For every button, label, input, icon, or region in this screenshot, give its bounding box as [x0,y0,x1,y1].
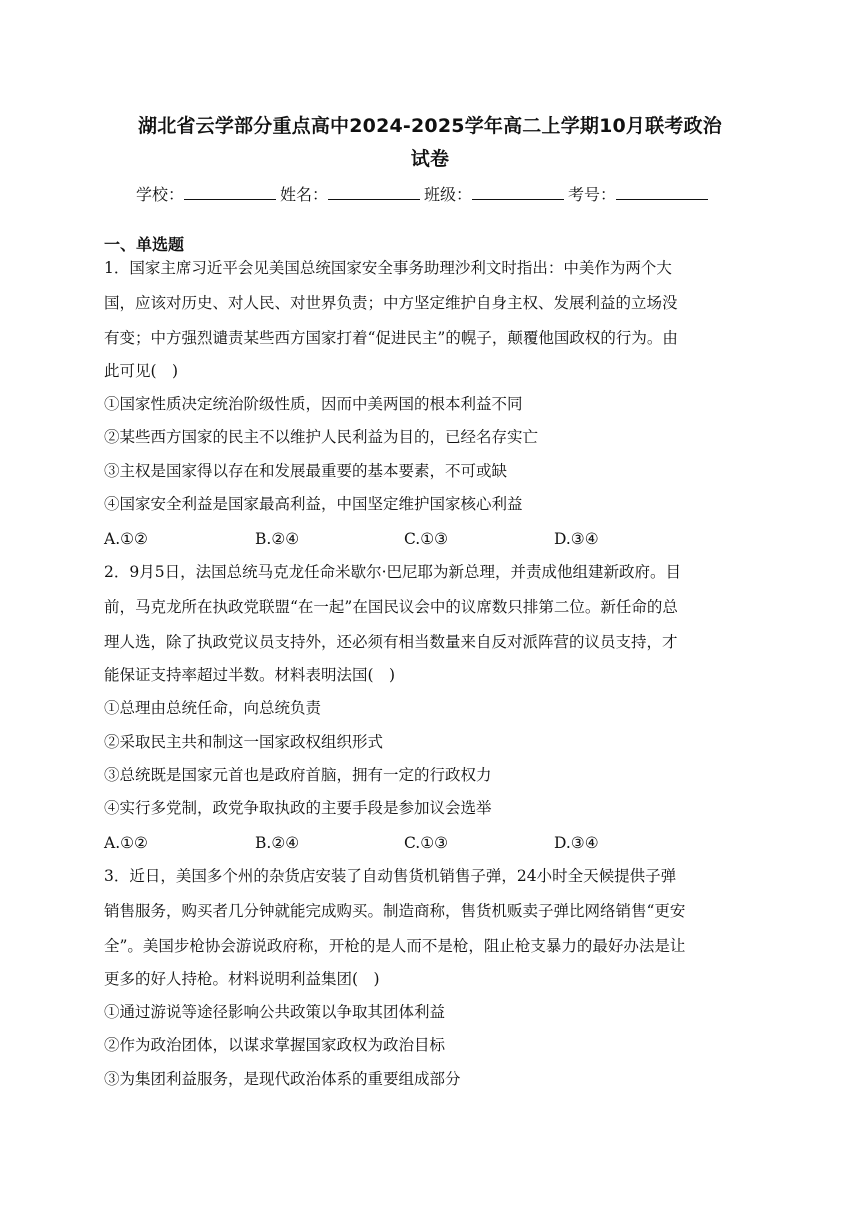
question-1-statement-1: ①国家性质决定统治阶级性质，因而中美两国的根本利益不同 [104,395,523,413]
question-2-line-4: 能保证支持率超过半数。材料表明法国( ) [104,666,396,684]
question-3-line-4: 更多的好人持枪。材料说明利益集团( ) [104,970,380,988]
question-1-line-1: 1．国家主席习近平会见美国总统国家安全事务助理沙利文时指出：中美作为两个大 [104,259,672,277]
school-blank [184,185,276,200]
question-1-option-d: D.③④ [554,530,599,548]
class-label: 班级： [424,185,473,204]
question-2-option-d: D.③④ [554,834,599,852]
question-3-statement-2: ②作为政治团体，以谋求掌握国家政权为政治目标 [104,1036,446,1054]
question-2-option-c: C.①③ [404,834,449,852]
question-1-line-3: 有变；中方强烈谴责某些西方国家打着“促进民主”的幌子，颠覆他国政权的行为。由 [104,329,678,347]
question-3-line-2: 销售服务，购买者几分钟就能完成购买。制造商称，售货机贩卖子弹比网络销售“更安 [104,902,686,920]
question-2-statement-3: ③总统既是国家元首也是政府首脑，拥有一定的行政权力 [104,766,492,784]
question-2-line-3: 理人选，除了执政党议员支持外，还必须有相当数量来自反对派阵营的议员支持，才 [104,633,678,651]
question-1-option-a: A.①② [104,530,148,548]
exam-number-blank [616,185,708,200]
name-blank [328,185,420,200]
exam-number-label: 考号： [568,185,617,204]
question-1-statement-4: ④国家安全利益是国家最高利益，中国坚定维护国家核心利益 [104,495,523,513]
question-3-statement-3: ③为集团利益服务，是现代政治体系的重要组成部分 [104,1070,461,1088]
section-heading: 一、单选题 [104,235,185,254]
question-1-line-2: 国，应该对历史、对人民、对世界负责；中方坚定维护自身主权、发展利益的立场没 [104,294,678,312]
question-1-option-b: B.②④ [255,530,300,548]
class-blank [472,185,564,200]
school-label: 学校： [136,185,185,204]
question-3-line-3: 全”。美国步枪协会游说政府称，开枪的是人而不是枪，阻止枪支暴力的最好办法是让 [104,937,686,955]
question-2-statement-2: ②采取民主共和制这一国家政权组织形式 [104,733,384,751]
question-2-option-b: B.②④ [255,834,300,852]
exam-title-line1: 湖北省云学部分重点高中2024-2025学年高二上学期10月联考政治 [138,115,722,137]
exam-title-line2: 试卷 [410,148,450,170]
question-1-statement-3: ③主权是国家得以存在和发展最重要的基本要素，不可或缺 [104,462,508,480]
question-2-line-2: 前，马克龙所在执政党联盟“在一起”在国民议会中的议席数只排第二位。新任命的总 [104,598,678,616]
question-1-option-c: C.①③ [404,530,449,548]
question-2-line-1: 2．9月5日，法国总统马克龙任命米歇尔·巴尼耶为新总理，并责成他组建新政府。目 [104,563,682,581]
question-2-option-a: A.①② [104,834,148,852]
question-3-statement-1: ①通过游说等途径影响公共政策以争取其团体利益 [104,1003,446,1021]
question-2-statement-4: ④实行多党制，政党争取执政的主要手段是参加议会选举 [104,799,492,817]
name-label: 姓名： [280,185,329,204]
student-info-row [136,184,736,206]
question-2-statement-1: ①总理由总统任命，向总统负责 [104,699,322,717]
question-1-statement-2: ②某些西方国家的民主不以维护人民利益为目的，已经名存实亡 [104,428,539,446]
question-3-line-1: 3．近日，美国多个州的杂货店安装了自动售货机销售子弹，24小时全天候提供子弹 [104,867,677,885]
question-1-line-4: 此可见( ) [104,362,179,380]
